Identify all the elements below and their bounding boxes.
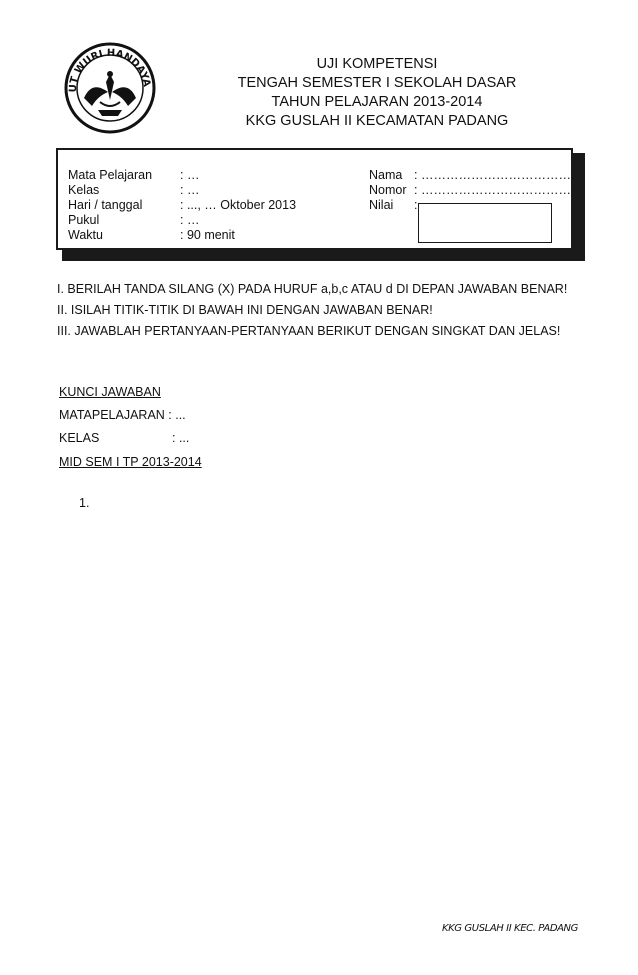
- date-value: : ..., … Oktober 2013: [180, 198, 297, 212]
- time-label: Pukul: [68, 213, 100, 227]
- score-colon: :: [414, 198, 418, 212]
- header-line: TAHUN PELAJARAN 2013-2014: [271, 94, 483, 110]
- score-label: Nilai: [369, 198, 394, 212]
- class-value: : …: [180, 183, 200, 197]
- subject-label: Mata Pelajaran: [68, 168, 153, 182]
- name-label: Nama: [369, 168, 403, 182]
- answer-key-exam: MID SEM I TP 2013-2014: [59, 455, 202, 469]
- student-info-box: [56, 148, 573, 250]
- number-field: : ………………………………: [414, 183, 571, 197]
- header-line: UJI KOMPETENSI: [316, 56, 438, 72]
- header-line: KKG GUSLAH II KECAMATAN PADANG: [245, 113, 509, 129]
- header-line: TENGAH SEMESTER I SEKOLAH DASAR: [237, 75, 517, 91]
- answer-key-title: KUNCI JAWABAN: [59, 385, 161, 399]
- time-value: : …: [180, 213, 200, 227]
- footer-text: KKG GUSLAH II KEC. PADANG: [441, 923, 578, 934]
- instruction-1: I. BERILAH TANDA SILANG (X) PADA HURUF a,b,c ATAU d DI DEPAN JAWABAN BENAR!: [57, 282, 568, 296]
- subject-value: : …: [180, 168, 200, 182]
- date-label: Hari / tanggal: [68, 198, 143, 212]
- instruction-3: III. JAWABLAH PERTANYAAN-PERTANYAAN BERIKUT DENGAN SINGKAT DAN JELAS!: [57, 324, 561, 338]
- svg-text:TUT WURI HANDAYANI: UT WURI HANDAYA: [67, 47, 152, 93]
- answer-key-subject: MATAPELAJARAN : ...: [59, 408, 186, 422]
- name-field: : ……………………………….: [414, 168, 575, 182]
- instruction-2: II. ISILAH TITIK-TITIK DI BAWAH INI DENGAN JAWABAN BENAR!: [57, 303, 433, 317]
- answer-key-class-label: KELAS: [59, 431, 100, 445]
- answer-item: 1.: [79, 496, 90, 510]
- class-label: Kelas: [68, 183, 100, 197]
- exam-header: [200, 55, 554, 131]
- duration-value: : 90 menit: [180, 228, 235, 242]
- answer-key-class-value: : ...: [172, 431, 190, 445]
- tut-wuri-handayani-logo: [62, 40, 158, 136]
- number-label: Nomor: [369, 183, 407, 197]
- score-box: [418, 203, 552, 243]
- duration-label: Waktu: [68, 228, 103, 242]
